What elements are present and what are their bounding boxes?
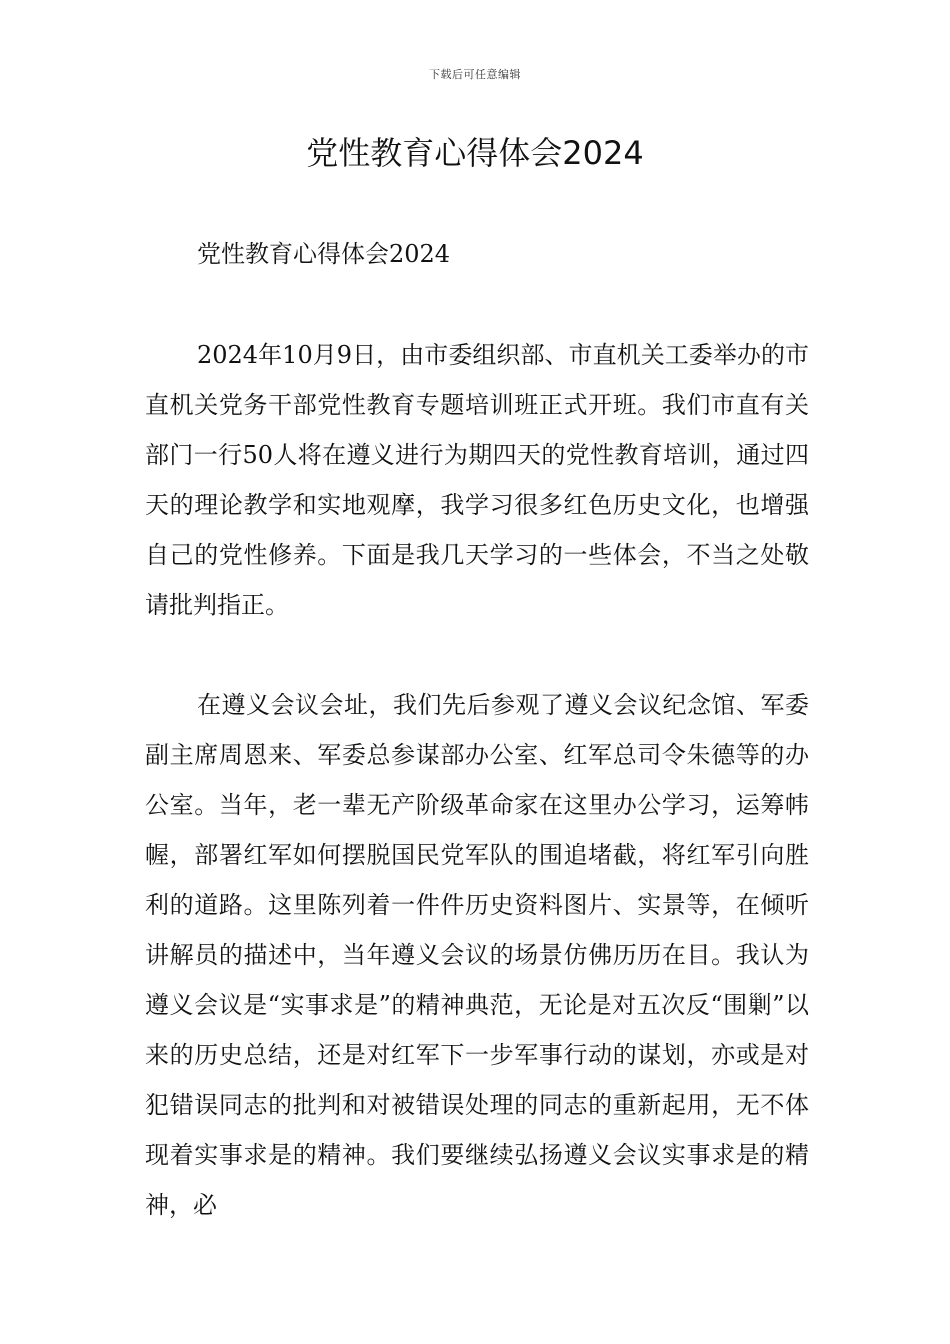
header-note: 下载后可任意编辑 xyxy=(429,68,521,81)
paragraph-1: 2024年10月9日，由市委组织部、市直机关工委举办的市直机关党务干部党性教育专题培训班正式开班。我们市直有关部门一行50人将在遵义进行为期四天的党性教育培训，通过四天的理论教学和实地观摩，我学习很多红色历史文化，也增强自己的党性修养。下面是我几天学习的一些体会，不当之处敬请批判指正。 xyxy=(145,341,809,619)
document-subtitle: 党性教育心得体会2024 xyxy=(197,240,451,268)
document-body xyxy=(145,229,809,1230)
document-title: 党性教育心得体会2024 xyxy=(306,134,644,172)
paragraph-2: 在遵义会议会址，我们先后参观了遵义会议纪念馆、军委副主席周恩来、军委总参谋部办公室、红军总司令朱德等的办公室。当年，老一辈无产阶级革命家在这里办公学习，运筹帏幄，部署红军如何摆脱国民党军队的围追堵截，将红军引向胜利的道路。这里陈列着一件件历史资料图片、实景等，在倾听讲解员的描述中，当年遵义会议的场景仿佛历历在目。我认为遵义会议是“实事求是”的精神典范，无论是对五次反“围剿”以来的历史总结，还是对红军下一步军事行动的谋划，亦或是对犯错误同志的批判和对被错误处理的同志的重新起用，无不体现着实事求是的精神。我们要继续弘扬遵义会议实事求是的精神，必 xyxy=(145,691,809,1219)
